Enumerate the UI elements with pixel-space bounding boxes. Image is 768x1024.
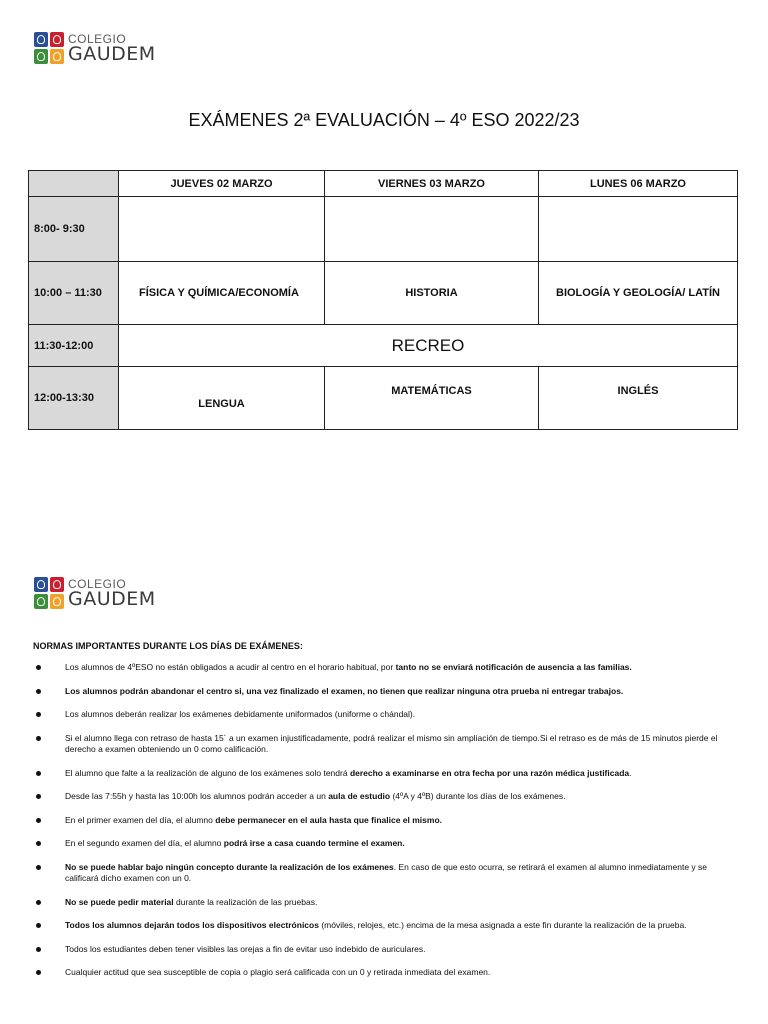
exam-cell: HISTORIA xyxy=(325,262,539,325)
logo-line2: GAUDEM xyxy=(68,587,156,610)
exam-schedule-table xyxy=(28,170,738,430)
rule-item xyxy=(33,709,738,721)
rule-text: aula de estudio xyxy=(328,791,391,801)
exam-cell xyxy=(325,197,539,262)
rule-text: En el segundo examen del día, el alumno xyxy=(65,838,224,848)
logo-line2: GAUDEM xyxy=(68,42,156,65)
rule-text: Los alumnos deberán realizar los exámenes debidamente uniformados (uniforme o chándal). xyxy=(65,709,416,719)
table-row xyxy=(29,262,738,325)
exam-cell: LENGUA xyxy=(119,367,325,430)
page-title: EXÁMENES 2ª EVALUACIÓN – 4º ESO 2022/23 xyxy=(188,110,580,130)
rule-text: No se puede hablar bajo ningún concepto durante la realización de los exámenes xyxy=(65,861,394,872)
rule-item xyxy=(33,768,738,780)
rule-item xyxy=(33,838,738,850)
table-row xyxy=(29,367,738,430)
rule-item xyxy=(33,791,738,803)
header-day-3: LUNES 06 MARZO xyxy=(539,171,738,197)
table-row xyxy=(29,197,738,262)
header-day-2: VIERNES 03 MARZO xyxy=(325,171,539,197)
logo-line1: COLEGIO xyxy=(68,576,127,591)
rule-text: Los alumnos de 4ºESO no están obligados a acudir al centro en el horario habitual, por xyxy=(65,662,396,672)
exam-cell xyxy=(539,197,738,262)
table-header-row xyxy=(29,171,738,197)
exam-cell: INGLÉS xyxy=(539,367,738,430)
school-logo xyxy=(34,32,156,64)
rule-text: podrá irse a casa cuando termine el examen. xyxy=(223,838,405,848)
rule-text: derecho a examinarse en otra fecha por una razón médica justificada xyxy=(349,767,630,778)
rule-item xyxy=(33,897,738,909)
rule-text: . En caso de que esto ocurra, se retirará el examen al alumno inmediatamente y se calificará dicho examen con un 0. xyxy=(65,861,708,883)
time-cell: 12:00-13:30 xyxy=(29,367,119,430)
rule-text: Todos los alumnos dejarán todos los dispositivos electrónicos xyxy=(65,920,319,930)
rule-text: Todos los estudiantes deben tener visibles las orejas a fin de evitar uso indebido de auriculares. xyxy=(65,943,426,954)
rule-text: (4ºA y 4ºB) durante los días de los exámenes. xyxy=(390,791,566,801)
rule-text: En el primer examen del día, el alumno xyxy=(65,814,216,825)
rule-text: El alumno que falte a la realización de alguno de los exámenes solo tendrá xyxy=(65,767,350,778)
rules-list xyxy=(33,662,738,991)
header-corner xyxy=(29,171,119,197)
rule-item xyxy=(33,920,738,932)
exam-cell: FÍSICA Y QUÍMICA/ECONOMÍA xyxy=(119,262,325,325)
rule-text: durante la realización de las pruebas. xyxy=(173,896,318,907)
rule-item xyxy=(33,686,738,698)
rule-text: tanto no se enviará notificación de ausencia a las familias. xyxy=(395,662,632,672)
rules-title: NORMAS IMPORTANTES DURANTE LOS DÍAS DE EXÁMENES: xyxy=(33,641,303,651)
logo-line1: COLEGIO xyxy=(68,31,127,46)
rule-text: . xyxy=(629,767,632,778)
rule-text: Si el alumno llega con retraso de hasta 15´ a un examen injustificadamente, podrá realizar el mismo sin ampliación de tiempo.Si el retraso es de más de 15 minutos pierde el derecho a examen obteniendo un 0 como calificación. xyxy=(65,732,718,754)
table-row xyxy=(29,325,738,367)
exam-cell: BIOLOGÍA Y GEOLOGÍA/ LATÍN xyxy=(539,262,738,325)
logo-hands-icon xyxy=(34,32,64,64)
time-cell: 10:00 – 11:30 xyxy=(29,262,119,325)
rule-item xyxy=(33,733,738,756)
exam-cell: MATEMÁTICAS xyxy=(325,367,539,430)
recreo-cell: RECREO xyxy=(119,325,738,367)
rule-item xyxy=(33,815,738,827)
rule-text: Desde las 7:55h y hasta las 10:00h los alumnos podrán acceder a un xyxy=(65,791,329,801)
rule-item xyxy=(33,967,738,979)
time-cell: 8:00- 9:30 xyxy=(29,197,119,262)
rule-text: debe permanecer en el aula hasta que finalice el mismo. xyxy=(215,814,443,825)
header-day-1: JUEVES 02 MARZO xyxy=(119,171,325,197)
rule-item xyxy=(33,662,738,674)
rule-text: (móviles, relojes, etc.) encima de la mesa asignada a este fin durante la realización de la prueba. xyxy=(318,920,687,930)
rule-text: No se puede pedir material xyxy=(65,896,174,907)
time-cell: 11:30-12:00 xyxy=(29,325,119,367)
logo-hands-icon xyxy=(34,577,64,609)
rule-text: Cualquier actitud que sea susceptible de copia o plagio será calificada con un 0 y retirada inmediata del examen. xyxy=(65,967,491,977)
school-logo-2 xyxy=(34,577,156,609)
exam-cell xyxy=(119,197,325,262)
rule-item xyxy=(33,862,738,885)
rule-item xyxy=(33,944,738,956)
rule-text: Los alumnos podrán abandonar el centro si, una vez finalizado el examen, no tienen que realizar ninguna otra prueba ni entregar trabajos. xyxy=(65,685,624,696)
